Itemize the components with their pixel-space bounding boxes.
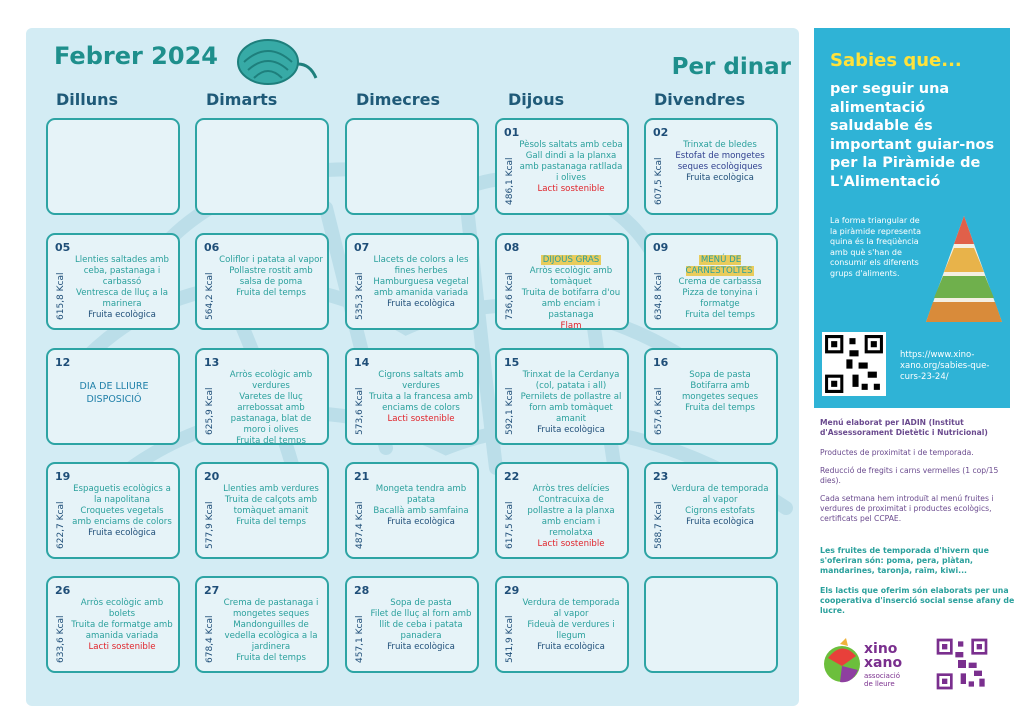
menu-line-text: Espaguetis ecològics a la napolitana	[73, 484, 171, 505]
menu-line-text: Fruita ecològica	[686, 173, 754, 183]
menu-line-text: Crema de carbassa	[678, 277, 762, 287]
menu-text	[519, 484, 623, 554]
artichoke-icon	[224, 34, 320, 90]
kcal-label: 535,3 Kcal	[355, 272, 365, 320]
day-number: 09	[653, 241, 669, 254]
menu-text	[54, 380, 174, 440]
menu-text	[668, 484, 772, 554]
menu-line-text: Truita de formatge amb amanida variada	[71, 620, 173, 641]
empty-day-cell	[345, 118, 479, 215]
menu-line	[219, 255, 323, 266]
menu-line	[519, 425, 623, 436]
menu-line	[70, 255, 174, 288]
day-cell-02	[644, 118, 778, 215]
menu-line-text: Flam	[560, 321, 582, 331]
menu-line	[519, 151, 623, 184]
day-number: 12	[55, 356, 71, 369]
menu-line	[369, 255, 473, 277]
sidebar-text: per seguir una alimentació saludable és important guiar-nos per la Piràmide de L'Alimentació	[830, 81, 995, 190]
day-cell-12	[46, 348, 180, 445]
day-cell-14	[345, 348, 479, 445]
menu-text	[219, 484, 323, 554]
day-number: 20	[204, 470, 220, 483]
menu-line	[219, 620, 323, 653]
menu-text	[668, 255, 772, 325]
day-number: 19	[55, 470, 71, 483]
month-title: Febrer 2024	[54, 42, 218, 70]
menu-line-text: Fruita ecològica	[387, 642, 455, 652]
day-name: Dijous	[508, 90, 565, 109]
day-number: 14	[354, 356, 370, 369]
menu-line-text: DIJOUS GRAS	[542, 255, 600, 265]
menu-line	[54, 380, 174, 406]
info-proximitat: Productes de proximitat i de temporada.	[820, 448, 974, 457]
menu-line-text: Truita de botifarra d'ou amb enciam i pastanaga	[521, 288, 621, 320]
sidebar-note: La forma triangular de la piràmide representa quina és la freqüència amb què s'han de consumir els diferents grups d'aliments.	[830, 216, 922, 278]
menu-line	[668, 484, 772, 506]
menu-line-text: Fruita del temps	[236, 517, 306, 527]
menu-line-text: Fruita del temps	[685, 310, 755, 320]
meal-subtitle: Per dinar	[671, 54, 791, 80]
day-cell-07	[345, 233, 479, 330]
kcal-label: 617,5 Kcal	[505, 501, 515, 549]
menu-line	[519, 321, 623, 332]
day-cell-19	[46, 462, 180, 559]
menu-line-text: Truita de calçots amb tomàquet amanit	[224, 495, 318, 516]
day-cell-26	[46, 576, 180, 673]
menu-line-text: Contracuixa de pollastre a la planxa amb enciam i remolatxa	[527, 495, 615, 538]
kcal-label: 592,1 Kcal	[505, 387, 515, 435]
food-pyramid-icon	[922, 210, 1006, 332]
day-number: 01	[504, 126, 520, 139]
menu-line	[369, 392, 473, 414]
menu-line-text: Lacti sostenible	[537, 539, 605, 549]
logo-name-xano: xano	[864, 655, 903, 671]
day-name: Divendres	[654, 90, 746, 109]
day-cell-01	[495, 118, 629, 215]
menu-line-text: Botifarra amb mongetes seques	[681, 381, 759, 402]
menu-line	[519, 642, 623, 653]
qr-code-icon[interactable]	[934, 636, 990, 692]
menu-text	[519, 370, 623, 440]
day-number: 08	[504, 241, 520, 254]
menu-text	[519, 598, 623, 668]
day-cell-21	[345, 462, 479, 559]
menu-line	[70, 642, 174, 653]
menu-line	[519, 495, 623, 539]
menu-line	[668, 310, 772, 321]
menu-text	[668, 140, 772, 210]
menu-text	[70, 598, 174, 668]
calendar-panel	[26, 28, 799, 706]
menu-line	[369, 414, 473, 425]
menu-line	[70, 620, 174, 642]
menu-line	[369, 517, 473, 528]
logo-tagline: associació de lleure	[864, 672, 901, 688]
menu-text	[219, 598, 323, 668]
menu-line-text: Fruita ecològica	[686, 517, 754, 527]
menu-line-text: Fruita ecològica	[387, 517, 455, 527]
menu-line-text: Pèsols saltats amb ceba	[519, 140, 623, 150]
info-lactis: Els lactis que oferim són elaborats per una cooperativa d'inserció social sense afany de lucre.	[820, 586, 1015, 615]
day-number: 21	[354, 470, 370, 483]
empty-day-cell	[195, 118, 329, 215]
menu-line-text: Croquetes vegetals amb enciams de colors	[72, 506, 172, 527]
menu-line	[219, 436, 323, 447]
day-number: 02	[653, 126, 669, 139]
menu-line	[519, 184, 623, 195]
menu-line	[70, 484, 174, 506]
menu-line-text: Truita a la francesa amb enciams de colors	[369, 392, 473, 413]
menu-line-text: MENÚ DE CARNESTOLTES	[685, 255, 753, 276]
menu-line	[219, 484, 323, 495]
menu-line-text: Cigrons estofats	[685, 506, 755, 516]
menu-line	[369, 277, 473, 299]
menu-line-text: Sopa de pasta	[390, 598, 452, 608]
kcal-label: 607,5 Kcal	[654, 157, 664, 205]
menu-line-text: Fruita del temps	[236, 436, 306, 446]
day-number: 06	[204, 241, 220, 254]
empty-day-cell	[644, 576, 778, 673]
menu-line-text: Varetes de lluç arrebossat amb pastanaga, blat de moro i olives	[230, 392, 312, 435]
day-cell-29	[495, 576, 629, 673]
menu-line-text: Verdura de temporada al vapor	[671, 484, 769, 505]
day-cell-15	[495, 348, 629, 445]
menu-text	[519, 255, 623, 331]
menu-line	[668, 173, 772, 184]
day-number: 15	[504, 356, 520, 369]
menu-text	[70, 255, 174, 325]
menu-line	[519, 370, 623, 392]
menu-line	[519, 484, 623, 495]
menu-line	[519, 288, 623, 321]
menu-line	[219, 288, 323, 299]
menu-line-text: Pizza de tonyina i formatge	[682, 288, 758, 309]
menu-line	[519, 255, 623, 266]
xino-xano-logo-icon	[820, 636, 864, 692]
menu-line-text: Fruita ecològica	[88, 528, 156, 538]
kcal-label: 588,7 Kcal	[654, 501, 664, 549]
day-name: Dilluns	[56, 90, 119, 109]
menu-line	[668, 403, 772, 414]
menu-line-text: Estofat de mongetes seques ecològiques	[675, 151, 765, 172]
day-name: Dimarts	[206, 90, 278, 109]
day-cell-09	[644, 233, 778, 330]
kcal-label: 634,8 Kcal	[654, 272, 664, 320]
logo-name-xino: xino	[864, 641, 898, 657]
menu-line	[219, 495, 323, 517]
day-number: 27	[204, 584, 220, 597]
menu-line	[219, 266, 323, 288]
xino-xano-logo	[820, 636, 910, 696]
menu-line-text: Mongeta tendra amb patata	[375, 484, 467, 505]
day-number: 16	[653, 356, 669, 369]
menu-line	[668, 381, 772, 403]
menu-line	[668, 370, 772, 381]
menu-line	[519, 620, 623, 642]
menu-line	[369, 642, 473, 653]
sabies-que-panel	[814, 28, 1010, 408]
menu-line	[668, 140, 772, 151]
menu-line-text: Cigrons saltats amb verdures	[378, 370, 464, 391]
day-cell-22	[495, 462, 629, 559]
menu-line-text: Fideuà de verdures i llegum	[527, 620, 615, 641]
menu-text	[219, 370, 323, 446]
menu-line-text: DIA DE LLIURE DISPOSICIÓ	[79, 381, 149, 405]
day-cell-06	[195, 233, 329, 330]
menu-line-text: Lacti sostenible	[537, 184, 605, 194]
menu-line-text: Pollastre rostit amb salsa de poma	[229, 266, 313, 287]
day-number: 22	[504, 470, 520, 483]
kcal-label: 541,9 Kcal	[505, 615, 515, 663]
menu-line-text: Lacti sostenible	[88, 642, 156, 652]
menu-line-text: Lacti sostenible	[387, 414, 455, 424]
menu-line	[70, 310, 174, 321]
menu-line-text: Gall dindi a la planxa amb pastanaga ratllada i olives	[519, 151, 623, 183]
menu-line	[668, 255, 772, 277]
qr-code-icon[interactable]	[822, 332, 886, 396]
menu-line-text: Filet de lluç al forn amb llit de ceba i patata panadera	[370, 609, 472, 641]
menu-line	[369, 299, 473, 310]
kcal-label: 573,6 Kcal	[355, 387, 365, 435]
day-number: 13	[204, 356, 220, 369]
kcal-label: 577,9 Kcal	[205, 501, 215, 549]
menu-line	[219, 653, 323, 664]
empty-day-cell	[46, 118, 180, 215]
day-cell-08	[495, 233, 629, 330]
menu-line	[369, 609, 473, 642]
menu-text	[519, 140, 623, 210]
day-number: 07	[354, 241, 370, 254]
menu-line-text: Pernilets de pollastre al forn amb tomàquet amanit	[520, 392, 622, 424]
kcal-label: 625,9 Kcal	[205, 387, 215, 435]
day-cell-28	[345, 576, 479, 673]
day-cell-05	[46, 233, 180, 330]
sidebar-title: Sabies que...	[830, 50, 962, 71]
info-ecologics: Cada setmana hem introduït al menú fruites i verdures de proximitat i productes ecològics, certificats pel CCPAE.	[820, 494, 994, 523]
menu-line-text: Crema de pastanaga i mongetes seques	[223, 598, 319, 619]
menu-line-text: Trinxat de la Cerdanya (col, patata i all)	[522, 370, 620, 391]
menu-line-text: Fruita ecològica	[88, 310, 156, 320]
kcal-label: 657,6 Kcal	[654, 387, 664, 435]
menu-line-text: Arròs ecològic amb tomàquet	[529, 266, 613, 287]
menu-text	[369, 255, 473, 325]
menu-line	[369, 484, 473, 506]
menu-line-text: Arròs ecològic amb verdures	[229, 370, 313, 391]
menu-line-text: Sopa de pasta	[689, 370, 751, 380]
menu-line-text: Llenties saltades amb ceba, pastanaga i carbassó	[75, 255, 169, 287]
menu-line-text: Bacallà amb samfaina	[373, 506, 469, 516]
menu-line	[369, 598, 473, 609]
menu-line-text: Ventresca de lluç a la marinera	[76, 288, 168, 309]
day-number: 23	[653, 470, 669, 483]
menu-text	[219, 255, 323, 325]
menu-line	[519, 392, 623, 425]
menu-line	[219, 517, 323, 528]
day-cell-23	[644, 462, 778, 559]
kcal-label: 622,7 Kcal	[56, 501, 66, 549]
menu-line	[668, 277, 772, 288]
menu-line	[369, 370, 473, 392]
menu-line-text: Fruita ecològica	[537, 642, 605, 652]
menu-line	[70, 528, 174, 539]
menu-line	[668, 517, 772, 528]
elaborat-text: Menú elaborat per IADIN (Institut d'Assessorament Dietètic i Nutricional)	[820, 418, 988, 437]
menu-text	[369, 484, 473, 554]
kcal-label: 678,4 Kcal	[205, 615, 215, 663]
menu-line-text: Mandonguilles de vedella ecològica a la jardinera	[224, 620, 318, 652]
menu-line	[519, 266, 623, 288]
menu-line-text: Fruita del temps	[685, 403, 755, 413]
kcal-label: 457,1 Kcal	[355, 615, 365, 663]
kcal-label: 564,2 Kcal	[205, 272, 215, 320]
kcal-label: 736,6 Kcal	[505, 272, 515, 320]
menu-line	[668, 288, 772, 310]
day-cell-27	[195, 576, 329, 673]
menu-line	[369, 506, 473, 517]
menu-line-text: Fruita del temps	[236, 288, 306, 298]
day-cell-13	[195, 348, 329, 445]
menu-line	[519, 598, 623, 620]
menu-line-text: Fruita del temps	[236, 653, 306, 663]
menu-text	[668, 370, 772, 440]
day-cell-20	[195, 462, 329, 559]
menu-line-text: Llenties amb verdures	[223, 484, 319, 494]
menu-text	[369, 370, 473, 440]
menu-line-text: Trinxat de bledes	[683, 140, 757, 150]
menu-line	[70, 598, 174, 620]
menu-line-text: Llacets de colors a les fines herbes	[373, 255, 469, 276]
menu-line	[219, 392, 323, 436]
info-fregits: Reducció de fregits i carns vermelles (1 cop/15 dies).	[820, 466, 999, 485]
menu-line	[519, 140, 623, 151]
menu-line-text: Arròs ecològic amb bolets	[80, 598, 164, 619]
menu-line	[70, 506, 174, 528]
menu-line	[70, 288, 174, 310]
day-number: 05	[55, 241, 71, 254]
menu-text	[369, 598, 473, 668]
day-number: 28	[354, 584, 370, 597]
day-name: Dimecres	[356, 90, 441, 109]
menu-line-text: Coliflor i patata al vapor	[219, 255, 323, 265]
menu-line	[519, 539, 623, 550]
menu-line-text: Fruita ecològica	[537, 425, 605, 435]
menu-line-text: Fruita ecològica	[387, 299, 455, 309]
sidebar-link[interactable]: https://www.xino-xano.org/sabies-que-curs-23-24/	[900, 350, 990, 382]
menu-line-text: Verdura de temporada al vapor	[522, 598, 620, 619]
info-fruites: Les fruites de temporada d'hivern que s'oferiran són: poma, pera, plàtan, mandarines, taronja, raïm, kiwi...	[820, 546, 989, 575]
menu-line	[668, 506, 772, 517]
kcal-label: 486,1 Kcal	[505, 157, 515, 205]
menu-line-text: Hamburguesa vegetal amb amanida variada	[373, 277, 469, 298]
kcal-label: 487,4 Kcal	[355, 501, 365, 549]
menu-line	[668, 151, 772, 173]
menu-line-text: Arròs tres delícies	[532, 484, 610, 494]
menu-line	[219, 598, 323, 620]
day-cell-16	[644, 348, 778, 445]
kcal-label: 615,8 Kcal	[56, 272, 66, 320]
kcal-label: 633,6 Kcal	[56, 615, 66, 663]
menu-text	[70, 484, 174, 554]
day-number: 26	[55, 584, 71, 597]
menu-line	[219, 370, 323, 392]
day-number: 29	[504, 584, 520, 597]
